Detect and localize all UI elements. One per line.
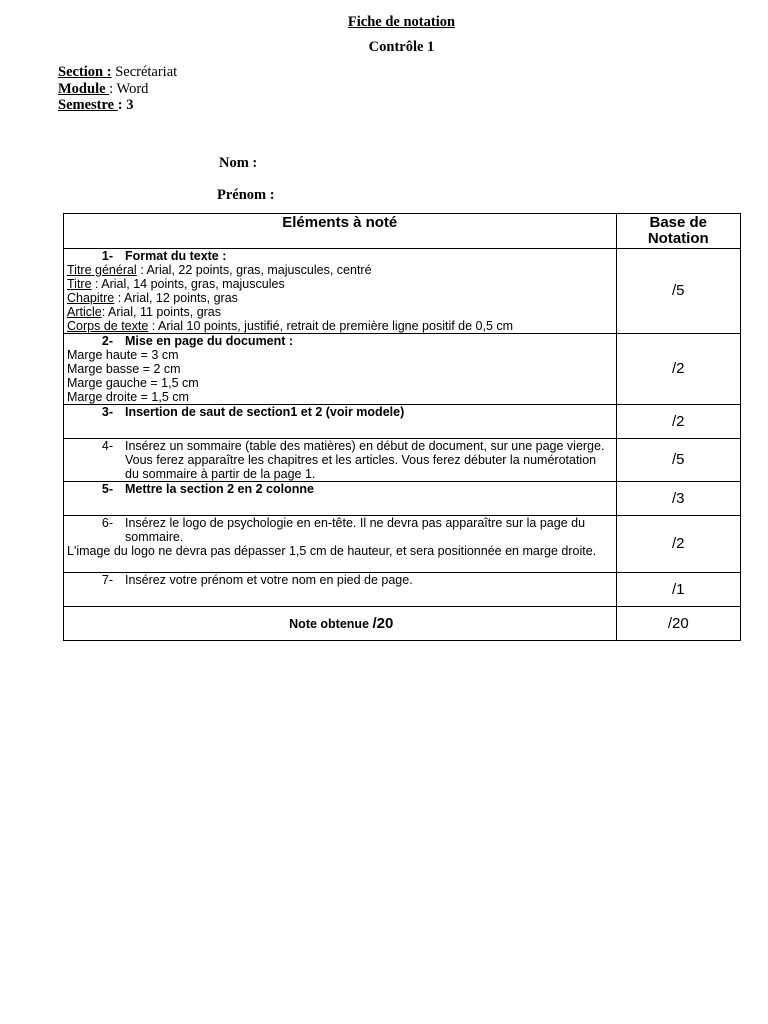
table-row <box>64 516 741 573</box>
total-label-cell <box>64 607 617 641</box>
total-label: Note obtenue <box>289 616 373 631</box>
section-line <box>58 64 177 81</box>
section-value: Secrétariat <box>111 64 178 80</box>
table-row <box>64 482 741 516</box>
col-base-header <box>616 214 740 249</box>
table-row <box>64 439 741 482</box>
list-item: Marge droite = 1,5 cm <box>67 390 189 404</box>
row-number: 7- <box>101 573 113 587</box>
criterion-cell <box>64 405 617 439</box>
row-heading: Mettre la section 2 en 2 colonne <box>125 482 314 496</box>
score-cell: /2 <box>616 516 740 573</box>
score-cell: /1 <box>616 573 740 607</box>
module-label: Module <box>58 80 110 97</box>
section-label: Section : <box>58 64 112 80</box>
criterion-cell: 7- Insérez votre prénom et votre nom en pied de page. <box>64 573 617 607</box>
list-item: Corps de texte : Arial 10 points, justifié, retrait de première ligne positif de 0,5 cm <box>67 319 514 333</box>
row-number: 1- <box>101 249 113 263</box>
row-number: 5- <box>101 482 113 496</box>
table-row <box>64 334 741 405</box>
list-item: Titre : Arial, 14 points, gras, majuscules <box>67 277 285 291</box>
row-number: 2- <box>101 334 113 348</box>
row-number: 6- <box>101 516 113 530</box>
module-value: : Word <box>109 80 149 97</box>
criterion-cell <box>64 334 617 405</box>
table-header-row <box>64 214 741 249</box>
list-item: Marge gauche = 1,5 cm <box>67 376 199 390</box>
module-line <box>58 81 177 98</box>
col-base-header-line1: Base de <box>649 214 708 231</box>
row-heading: Mise en page du document : <box>125 334 294 348</box>
document-subtitle: Contrôle 1 <box>368 39 435 55</box>
row-heading: Format du texte : <box>125 249 227 263</box>
criterion-cell <box>64 249 617 334</box>
list-item: Marge haute = 3 cm <box>67 348 179 362</box>
list-item: Titre général : Arial, 22 points, gras, majuscules, centré <box>67 263 372 277</box>
semestre-label: Semestre <box>58 97 118 113</box>
semestre-value: : 3 <box>117 97 134 113</box>
list-item: Chapitre : Arial, 12 points, gras <box>67 291 238 305</box>
table-row <box>64 249 741 334</box>
row-number: 3- <box>101 405 113 419</box>
criterion-cell: 6- Insérez le logo de psychologie en en-tête. Il ne devra pas apparaître sur la page du sommaire. L'image du logo ne devra pas dépasser 1,5 cm de hauteur, et sera positionnée en marge droite. <box>64 516 617 573</box>
list-item: Marge basse = 2 cm <box>67 362 181 376</box>
list-item: Article: Arial, 11 points, gras <box>67 305 222 319</box>
col-elements-header: Eléments à noté <box>64 214 617 249</box>
score-cell: /2 <box>616 405 740 439</box>
prenom-label: Prénom : <box>217 187 275 203</box>
document-title: Fiche de notation <box>347 14 456 30</box>
criterion-cell <box>64 482 617 516</box>
score-cell: /2 <box>616 334 740 405</box>
table-row <box>64 573 741 607</box>
document-meta <box>58 64 177 114</box>
col-base-header-line2: Notation <box>647 230 709 247</box>
total-row <box>64 607 741 641</box>
total-max: /20 <box>372 614 394 632</box>
total-score-cell: /20 <box>616 607 740 641</box>
criterion-cell: 4- Insérez un sommaire (table des matières) en début de document, sur une page vierge. Vous ferez apparaître les chapitres et les articles. Vous ferez débuter la numérotation du sommaire à partir de la page 1. <box>64 439 617 482</box>
semestre-line <box>58 97 177 114</box>
grading-table <box>63 213 741 641</box>
nom-label: Nom : <box>219 155 258 171</box>
row-number: 4- <box>101 439 113 453</box>
table-row <box>64 405 741 439</box>
row-heading: Insertion de saut de section1 et 2 (voir modele) <box>125 405 405 419</box>
score-cell: /3 <box>616 482 740 516</box>
score-cell: /5 <box>616 249 740 334</box>
score-cell: /5 <box>616 439 740 482</box>
